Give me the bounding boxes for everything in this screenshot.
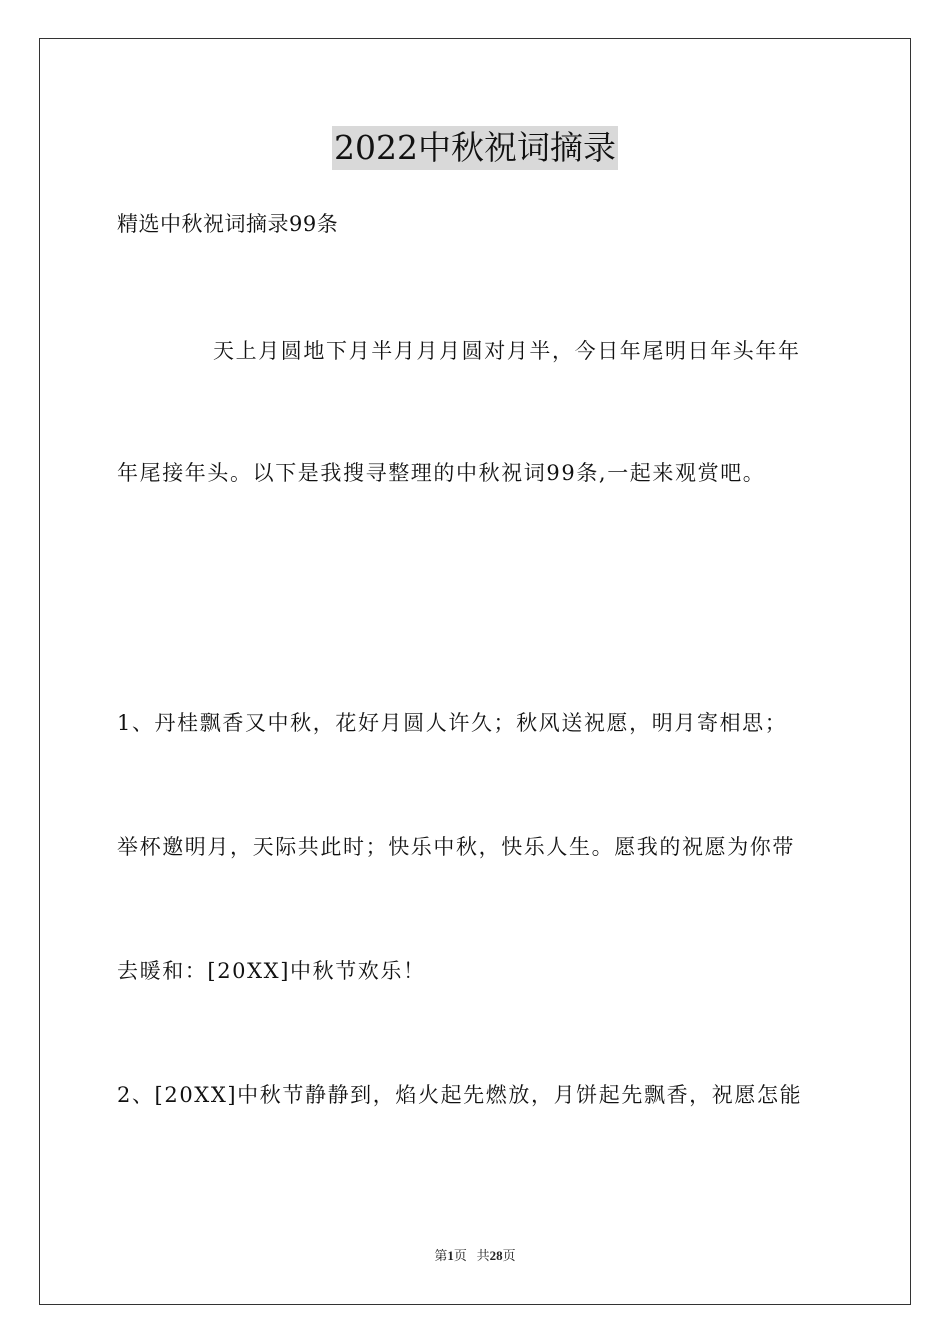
document-title: 2022中秋祝词摘录	[332, 126, 618, 170]
intro-line-1: 天上月圆地下月半月月月圆对月半，今日年尾明日年头年年	[213, 339, 801, 363]
item-2-line-1: 2、[20XX]中秋节静静到，焰火起先燃放，月饼起先飘香，祝愿怎能	[117, 1083, 803, 1107]
title-container	[0, 126, 950, 170]
footer-page-prefix: 第	[434, 1248, 448, 1263]
footer-total-number: 28	[489, 1248, 503, 1263]
intro-line-2: 年尾接年头。以下是我搜寻整理的中秋祝词99条,一起来观赏吧。	[117, 461, 766, 485]
document-subtitle: 精选中秋祝词摘录99条	[117, 212, 339, 236]
item-1-line-1: 1、丹桂飘香又中秋，花好月圆人许久；秋风送祝愿，明月寄相思；	[117, 711, 788, 735]
footer-total-suffix: 页	[502, 1248, 516, 1263]
item-1-line-2: 举杯邀明月，天际共此时；快乐中秋，快乐人生。愿我的祝愿为你带	[117, 835, 795, 859]
page-footer	[0, 1247, 950, 1265]
footer-page-number: 1	[447, 1248, 454, 1263]
footer-total-prefix: 共	[476, 1248, 490, 1263]
item-1-line-3: 去暖和：[20XX]中秋节欢乐！	[117, 959, 426, 983]
footer-page-suffix: 页	[453, 1248, 467, 1263]
